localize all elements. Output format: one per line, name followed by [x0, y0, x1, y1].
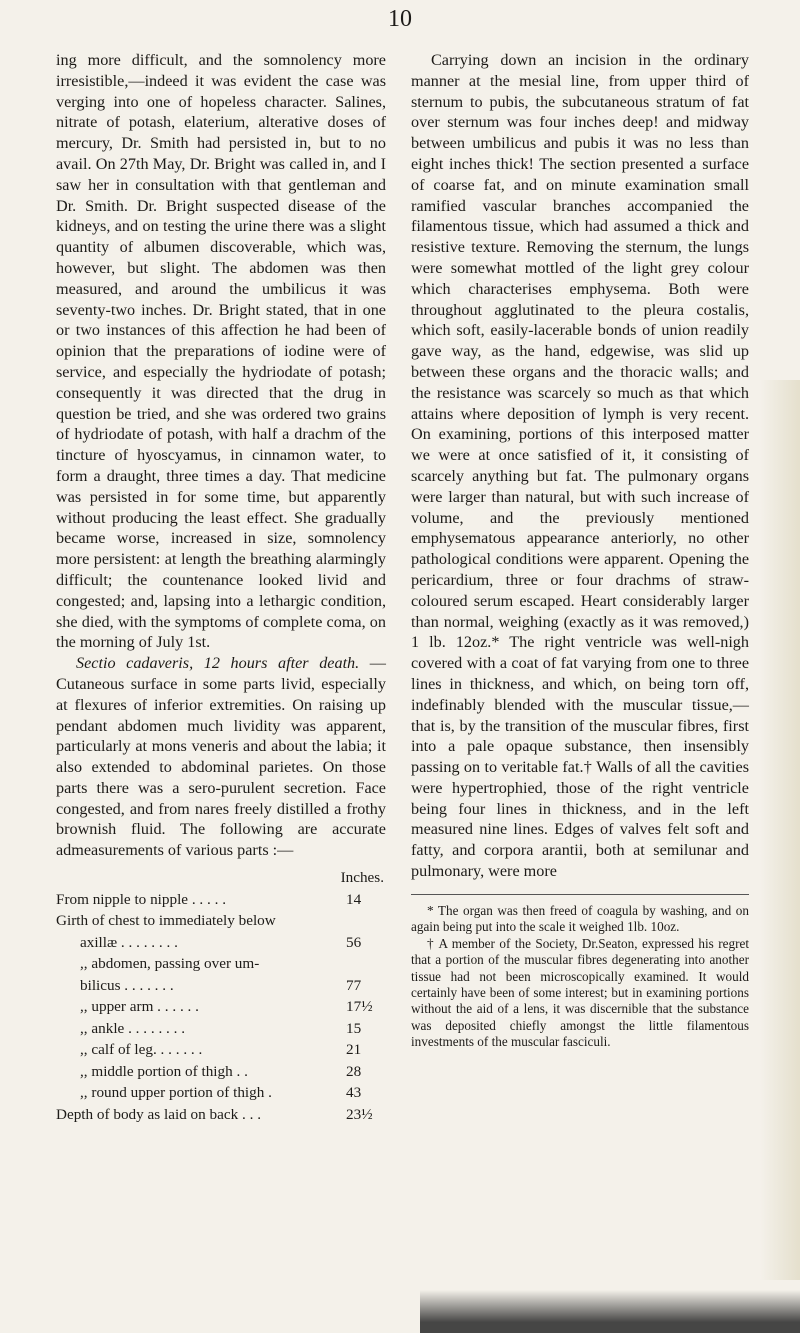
measurement-label: axillæ . . . . . . . .: [80, 933, 178, 951]
measurement-row: [56, 1018, 386, 1040]
measurement-row: [56, 910, 386, 932]
measurement-label: From nipple to nipple . . . . .: [56, 890, 227, 908]
measurement-label: ,, calf of leg. . . . . . .: [80, 1041, 203, 1059]
measurement-row: [56, 1061, 386, 1083]
scan-edge-bar: [420, 1290, 800, 1333]
measurement-label: ,, ankle . . . . . . . .: [80, 1019, 186, 1037]
footnote-1: * The organ was then freed of coagula by washing, and on again being put into the scale it weighed 1lb. 10oz.: [411, 902, 749, 935]
footnotes: [411, 903, 749, 1051]
footnote-divider: [411, 894, 749, 895]
left-paragraph-2: [56, 653, 386, 861]
measurement-label: Depth of body as laid on back . . .: [56, 1105, 261, 1123]
measurement-row: [56, 932, 386, 954]
page-edge-shadow: [760, 380, 800, 1280]
measurement-label: ,, upper arm . . . . . .: [80, 998, 199, 1016]
measurement-label: ,, abdomen, passing over um-: [80, 955, 260, 973]
measurements-table: [56, 867, 386, 1125]
measurement-row: [56, 975, 386, 997]
right-paragraph-1: Carrying down an incision in the ordinary manner at the mesial line, from upper third of sternum to pubis, the subcutaneous stratum of fat over sternum was four inches deep! and midway between umbilicus and pubis it was no less than eight inches thick! The section presented a surface of coarse fat, and on minute examination small ramified vascular branches accompanied the filamentous tissue, which had assumed a thick and resistive texture. Removing the sternum, the lungs were somewhat mottled of the light grey colour which characterises emphysema. Both were throughout agglutinated to the pleura costalis, which soft, easily-lacerable bonds of union readily gave way, as the hand, edgewise, was slid up between these organs and the thoracic walls; and the resistance was scarcely so much as that which attains where deposition of lymph is very recent. On examining, portions of this interposed matter we were at once satisfied of it, it consisting of scarcely anything but fat. The pulmonary organs were larger than natural, but with such increase of volume, and the previously mentioned emphysematous appearance anteriorly, no other pathological conditions were apparent. Opening the pericardium, three or four drachms of straw-coloured serum escaped. Heart considerably larger than normal, weighing (exactly as it was removed,) 1 lb. 12oz.* The right ventricle was well-nigh covered with a coat of fat varying from one to three lines in thickness, and which, on being torn off, indefinably blended with the muscular tissue,— that is, by the transition of the muscular fibres, first into a pale opaque substance, then insensibly passing on to veritable fat.† Walls of all the cavities were hypertrophied, those of the right ventricle being four lines in thickness, and in the left measured nine lines. Edges of valves felt soft and fatty, and corpora arantii, both at semilunar and pulmonary, were more: [411, 51, 749, 881]
sectio-heading: Sectio cadaveris, 12 hours after death.: [76, 654, 360, 673]
measurement-value: [346, 953, 386, 975]
measurement-label: ,, round upper portion of thigh .: [80, 1084, 272, 1102]
measurement-value: [346, 910, 386, 932]
measurement-row: [56, 1039, 386, 1061]
measurement-value: 15: [346, 1019, 362, 1037]
measurement-row: [56, 996, 386, 1018]
measurement-value: 23½: [346, 1105, 373, 1123]
measurements-unit-header: Inches.: [340, 869, 384, 887]
measurement-row: [56, 1082, 386, 1104]
measurement-row: [56, 889, 386, 911]
measurement-label: ,, middle portion of thigh . .: [80, 1062, 248, 1080]
measurement-row: [56, 953, 386, 975]
measurement-value: 14: [346, 890, 362, 908]
measurement-value: 43: [346, 1084, 362, 1102]
sectio-text: — Cutaneous surface in some parts livid, especially at flexures of inferior extremities. On raising up pendant abdomen much lividity was apparent, particularly at mons veneris and about the labia; it also extended to abdominal parietes. On those parts there was a sero-purulent secretion. Face congested, and from nares freely distilled a frothy brownish fluid. The following are accurate admeasurements of various parts :—: [56, 654, 386, 860]
measurement-value: 28: [346, 1062, 362, 1080]
measurement-value: 17½: [346, 998, 373, 1016]
measurement-label: bilicus . . . . . . .: [80, 976, 174, 994]
footnote-2: † A member of the Society, Dr.Seaton, expressed his regret that a portion of the muscular fibres degenerating into another tissue had not been microscopically examined. It would certainly have been of some interest; but in examining portions without the aid of a lens, it was discernible that the substance was deposited chiefly amongst the little filamentous investments of the muscular fasciculi.: [411, 935, 749, 1050]
measurement-row: [56, 1104, 386, 1126]
measurement-label: Girth of chest to immediately below: [56, 912, 276, 930]
measurement-value: 56: [346, 933, 362, 951]
measurement-value: 21: [346, 1041, 362, 1059]
left-column: [56, 50, 386, 1125]
page-number: 10: [388, 6, 412, 32]
right-column: [411, 50, 749, 1051]
measurement-value: 77: [346, 976, 362, 994]
left-paragraph-1: ing more difficult, and the somnolency more irresistible,—indeed it was evident the case was verging into one of hopeless character. Salines, nitrate of potash, elaterium, alterative doses of mercury, Dr. Smith had persisted in, but to no avail. On 27th May, Dr. Bright was called in, and I saw her in consultation with that gentleman and Dr. Smith. Dr. Bright suspected disease of the kidneys, and on testing the urine there was a slight quantity of albumen discoverable, which was, however, but slight. The abdomen was then measured, and around the umbilicus it was seventy-two inches. Dr. Bright stated, that in one or two instances of this affection he had been of opinion that the preparations of iodine were of service, and especially the hydriodate of potash; consequently it was directed that the drug in question be tried, and she was ordered two grains of hydriodate of potash, with half a drachm of the tincture of hyoscyamus, in cinnamon water, to form a draught, three times a day. That medicine was persisted in for some time, but apparently without producing the least effect. She gradually became worse, increased in size, somnolency more persistent: at length the breathing alarmingly difficult; the countenance looked livid and congested; and, lapsing into a lethargic condition, she died, with the symptoms of complete coma, on the morning of July 1st.: [56, 51, 386, 652]
